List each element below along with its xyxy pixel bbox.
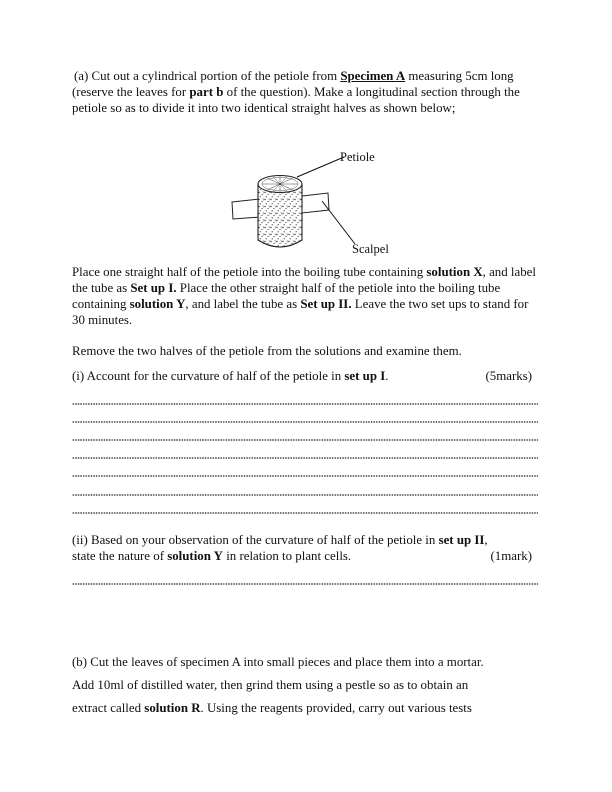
solution-y-reference: solution Y — [167, 549, 223, 563]
question-i — [72, 368, 538, 384]
question-text: , — [484, 533, 488, 547]
intro-text: of the question). Make a longitudinal section through the petiole so as to divide it into two identical straight halves as shown below; — [72, 85, 520, 115]
question-ii-text — [72, 548, 351, 564]
question-i-marks: (5marks) — [485, 369, 532, 383]
answer-line[interactable] — [72, 421, 538, 423]
question-text: (ii) Based on your observation of the curvature of half of the petiole in — [72, 533, 439, 547]
setup-ii-reference: set up II — [438, 533, 485, 547]
instruction-text: Place one straight half of the petiole into the boiling tube containing — [72, 265, 427, 279]
part-b-intro — [72, 651, 538, 720]
petiole-cylinder — [258, 176, 302, 248]
instruction-text: , and label the tube as — [185, 297, 301, 311]
question-ii-line1 — [72, 532, 538, 548]
intro-text: (a) Cut out a cylindrical portion of the petiole from — [74, 69, 341, 83]
part-b-text: Add 10ml of distilled water, then grind them using a pestle so as to obtain an — [72, 678, 469, 692]
petiole-label: Petiole — [340, 150, 375, 164]
part-b-text: extract called — [72, 701, 145, 715]
part-b-reference: part b — [189, 85, 224, 99]
question-text: (i) Account for the curvature of half of the petiole in — [72, 369, 345, 383]
question-text: state the nature of — [72, 549, 168, 563]
answer-line[interactable] — [72, 403, 538, 405]
instruction-text: Place the other straight half of the petiole into the boiling tube containing — [72, 281, 501, 311]
question-ii-line2 — [72, 548, 538, 564]
question-i-text — [72, 368, 388, 384]
setup-instructions — [72, 264, 538, 328]
answer-line[interactable] — [72, 439, 538, 441]
answer-line[interactable] — [72, 512, 538, 514]
petiole-diagram — [222, 142, 412, 260]
question-ii-marks: (1mark) — [490, 549, 532, 563]
question-text: . — [385, 369, 389, 383]
scalpel-leader-line — [322, 201, 355, 244]
answer-line[interactable] — [72, 583, 538, 585]
setup-ii-label: Set up II. — [300, 297, 352, 311]
solution-x-label: solution X — [426, 265, 483, 279]
specimen-a-label: Specimen A — [340, 69, 406, 83]
petiole-leader-line — [297, 157, 344, 177]
answer-line[interactable] — [72, 475, 538, 477]
instruction-text: , and label the tube as — [72, 265, 536, 295]
setup-i-reference: set up I — [344, 369, 386, 383]
setup-i-label: Set up I. — [130, 281, 177, 295]
part-b-text: . Using the reagents provided, carry out various tests — [200, 701, 472, 715]
part-b-text: (b) Cut the leaves of specimen A into small pieces and place them into a mortar. — [72, 655, 484, 669]
scalpel-label: Scalpel — [352, 242, 389, 256]
solution-r-label: solution R — [144, 701, 201, 715]
part-a-intro — [72, 68, 538, 116]
question-text: in relation to plant cells. — [222, 549, 352, 563]
solution-y-label: solution Y — [129, 297, 186, 311]
answer-line[interactable] — [72, 494, 538, 496]
answer-line[interactable] — [72, 457, 538, 459]
instruction-text: Leave the two set ups to stand for 30 minutes. — [72, 297, 529, 327]
remove-instruction: Remove the two halves of the petiole from the solutions and examine them. — [72, 344, 462, 358]
intro-text: measuring 5cm long (reserve the leaves for — [72, 69, 514, 99]
